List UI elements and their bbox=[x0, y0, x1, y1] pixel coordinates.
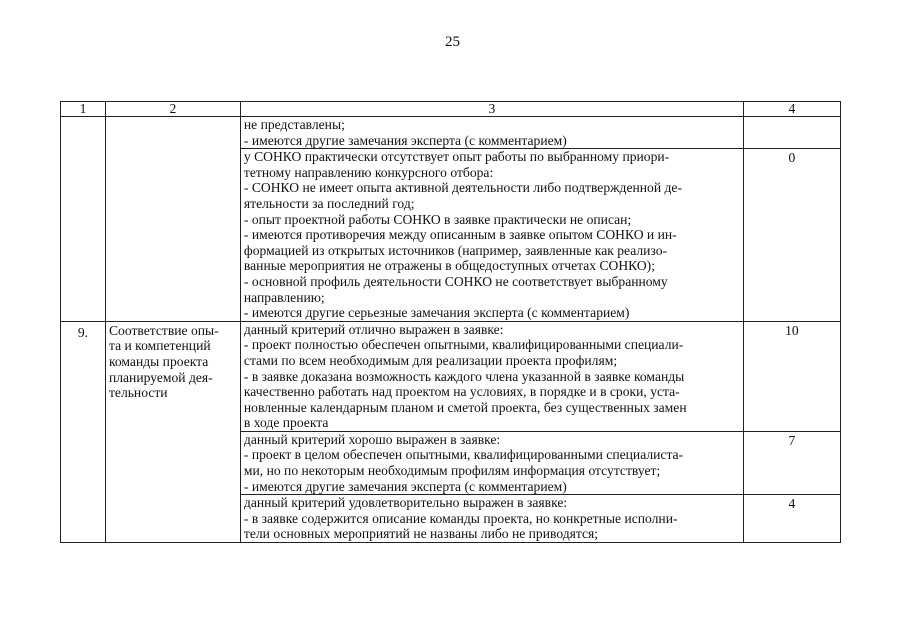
description-cell bbox=[240, 495, 743, 543]
description-line: направлению; bbox=[243, 289, 325, 305]
description-cell bbox=[240, 431, 743, 494]
score-cell: 7 bbox=[743, 431, 840, 494]
description-line: данный критерий отлично выражен в заявке: bbox=[243, 321, 504, 337]
description-line: - в заявке доказана возможность каждого члена указанной в заявке команды bbox=[243, 368, 685, 384]
description-line: качественно работать над проектом на условиях, в порядке и в сроки, уста- bbox=[243, 384, 680, 400]
description-line: - имеются другие замечания эксперта (с комментарием) bbox=[243, 478, 567, 494]
description-line: - в заявке содержится описание команды проекта, но конкретные исполни- bbox=[243, 510, 678, 526]
description-cell bbox=[240, 117, 743, 149]
row-number-cell bbox=[61, 117, 106, 322]
table-body bbox=[61, 117, 841, 543]
description-cell bbox=[240, 321, 743, 431]
description-line: данный критерий удовлетворительно выражен в заявке: bbox=[243, 495, 568, 511]
description-line: ванные мероприятия не отражены в общедоступных отчетах СОНКО); bbox=[243, 258, 655, 274]
description-cell bbox=[240, 149, 743, 322]
description-line: - имеются другие замечания эксперта (с комментарием) bbox=[243, 132, 567, 148]
description-line: у СОНКО практически отсутствует опыт работы по выбранному приори- bbox=[243, 149, 670, 165]
criterion-cell bbox=[105, 117, 240, 322]
column-header-description: 3 bbox=[240, 102, 743, 117]
criterion-line: та и компетенций bbox=[108, 338, 211, 354]
table-header-row bbox=[61, 102, 841, 117]
page-number: 25 bbox=[445, 34, 460, 50]
column-header-number: 1 bbox=[61, 102, 106, 117]
criteria-table bbox=[60, 101, 841, 543]
description-line: стами по всем необходимым для реализации проекта профилям; bbox=[243, 352, 618, 368]
description-line: новленные календарным планом и сметой проекта, без существенных замен bbox=[243, 399, 687, 415]
description-line: - имеются другие серьезные замечания эксперта (с комментарием) bbox=[243, 305, 630, 321]
description-line: - основной профиль деятельности СОНКО не соответствует выбранному bbox=[243, 273, 668, 289]
criterion-cell bbox=[105, 321, 240, 542]
score-cell: 4 bbox=[743, 495, 840, 543]
description-line: в ходе проекта bbox=[243, 415, 329, 431]
score-cell bbox=[743, 117, 840, 149]
score-cell: 10 bbox=[743, 321, 840, 431]
description-line: ятельности за последний год; bbox=[243, 195, 415, 211]
description-line: ми, но по некоторым необходимым профилям информация отсутствует; bbox=[243, 463, 661, 479]
criterion-line: Соответствие опы- bbox=[108, 322, 219, 338]
score-cell: 0 bbox=[743, 149, 840, 322]
column-header-criterion: 2 bbox=[105, 102, 240, 117]
column-header-score: 4 bbox=[743, 102, 840, 117]
description-line: - опыт проектной работы СОНКО в заявке практически не описан; bbox=[243, 211, 632, 227]
description-line: - проект в целом обеспечен опытными, квалифицированными специалиста- bbox=[243, 447, 684, 463]
criterion-line: планируемой дея- bbox=[108, 369, 213, 385]
criterion-line: команды проекта bbox=[108, 353, 209, 369]
description-line: - СОНКО не имеет опыта активной деятельности либо подтвержденной де- bbox=[243, 180, 682, 196]
description-line: данный критерий хорошо выражен в заявке: bbox=[243, 431, 501, 447]
row-number-cell: 9. bbox=[61, 321, 106, 542]
description-line: формацией из открытых источников (например, заявленные как реализо- bbox=[243, 242, 668, 258]
description-line: тели основных мероприятий не названы либо не приводятся; bbox=[243, 526, 599, 542]
description-line: не представлены; bbox=[243, 117, 345, 132]
description-line: - проект полностью обеспечен опытными, квалифицированными специали- bbox=[243, 337, 684, 353]
criterion-line: тельности bbox=[108, 385, 168, 401]
description-line: - имеются противоречия между описанным в заявке опытом СОНКО и ин- bbox=[243, 227, 677, 243]
description-line: тетному направлению конкурсного отбора: bbox=[243, 164, 494, 180]
table-row bbox=[61, 117, 841, 149]
table-row bbox=[61, 321, 841, 431]
